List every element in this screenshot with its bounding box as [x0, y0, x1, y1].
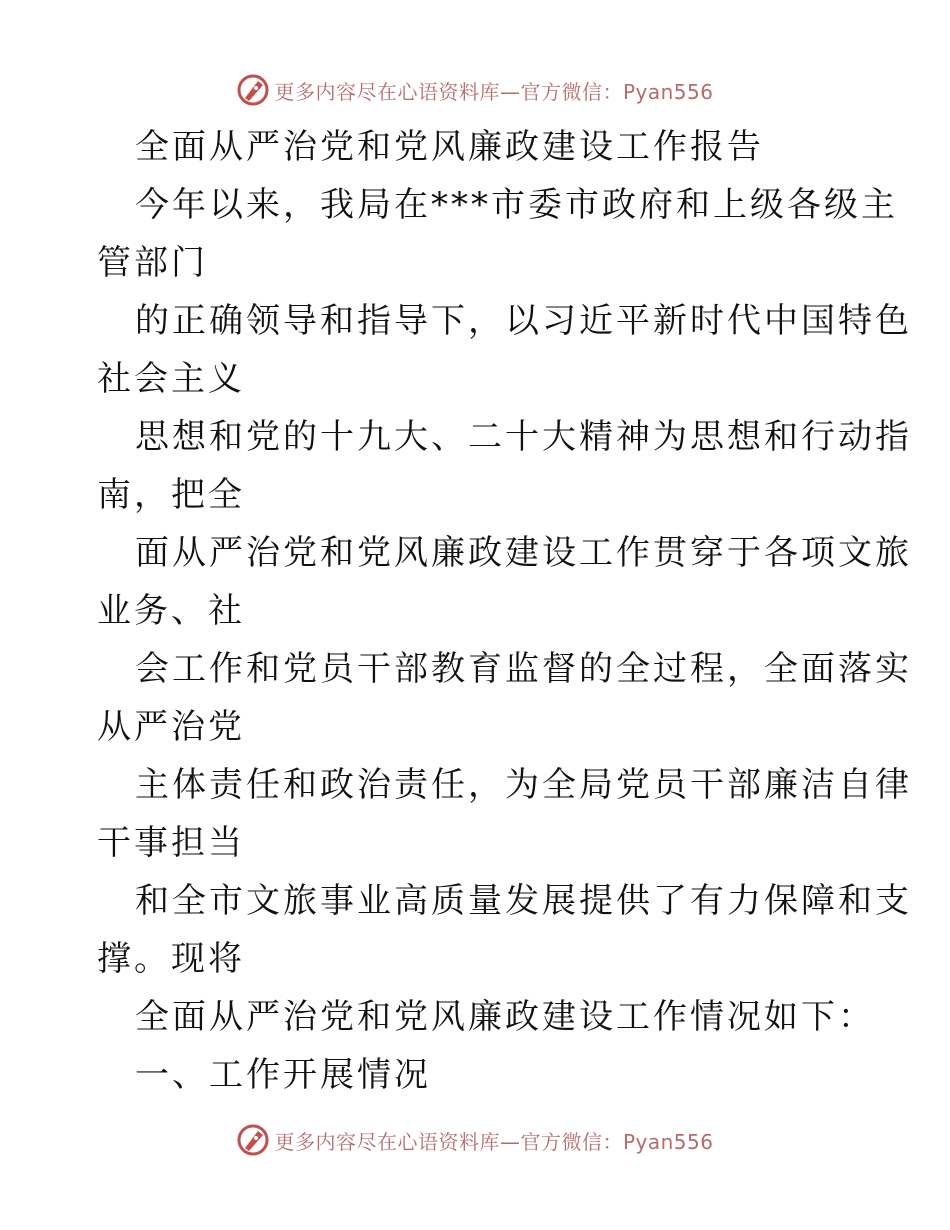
paragraph-line: 今年以来，我局在***市委市政府和上级各级主: [135, 185, 898, 225]
paragraph-line: 南，把全: [97, 475, 245, 515]
paragraph-line: 的正确领导和指导下，以习近平新时代中国特色: [135, 301, 912, 341]
paragraph-line: 会工作和党员干部教育监督的全过程，全面落实: [135, 649, 912, 689]
paragraph-line: 撑。现将: [97, 939, 245, 979]
paragraph-line: 和全市文旅事业高质量发展提供了有力保障和支: [135, 881, 912, 921]
paragraph-line: 面从严治党和党风廉政建设工作贯穿于各项文旅: [135, 533, 912, 573]
paragraph-line: 思想和党的十九大、二十大精神为思想和行动指: [135, 417, 912, 457]
footer-watermark: [0, 1120, 950, 1160]
pen-nib-logo-icon: [236, 1123, 270, 1157]
paragraph-line: 从严治党: [97, 707, 245, 747]
paragraph-line: 全面从严治党和党风廉政建设工作情况如下：: [135, 997, 875, 1037]
watermark-text: 更多内容尽在心语资料库—官方微信：Pyan556: [274, 1129, 714, 1154]
paragraph-line: 社会主义: [97, 359, 245, 399]
document-title: 全面从严治党和党风廉政建设工作报告: [135, 127, 764, 167]
section-heading: 一、工作开展情况: [135, 1055, 431, 1095]
watermark-text: 更多内容尽在心语资料库—官方微信：Pyan556: [274, 79, 714, 104]
paragraph-line: 管部门: [97, 243, 208, 283]
paragraph-line: 主体责任和政治责任，为全局党员干部廉洁自律: [135, 765, 912, 805]
paragraph-line: 干事担当: [97, 823, 245, 863]
paragraph-line: 业务、社: [97, 591, 245, 631]
